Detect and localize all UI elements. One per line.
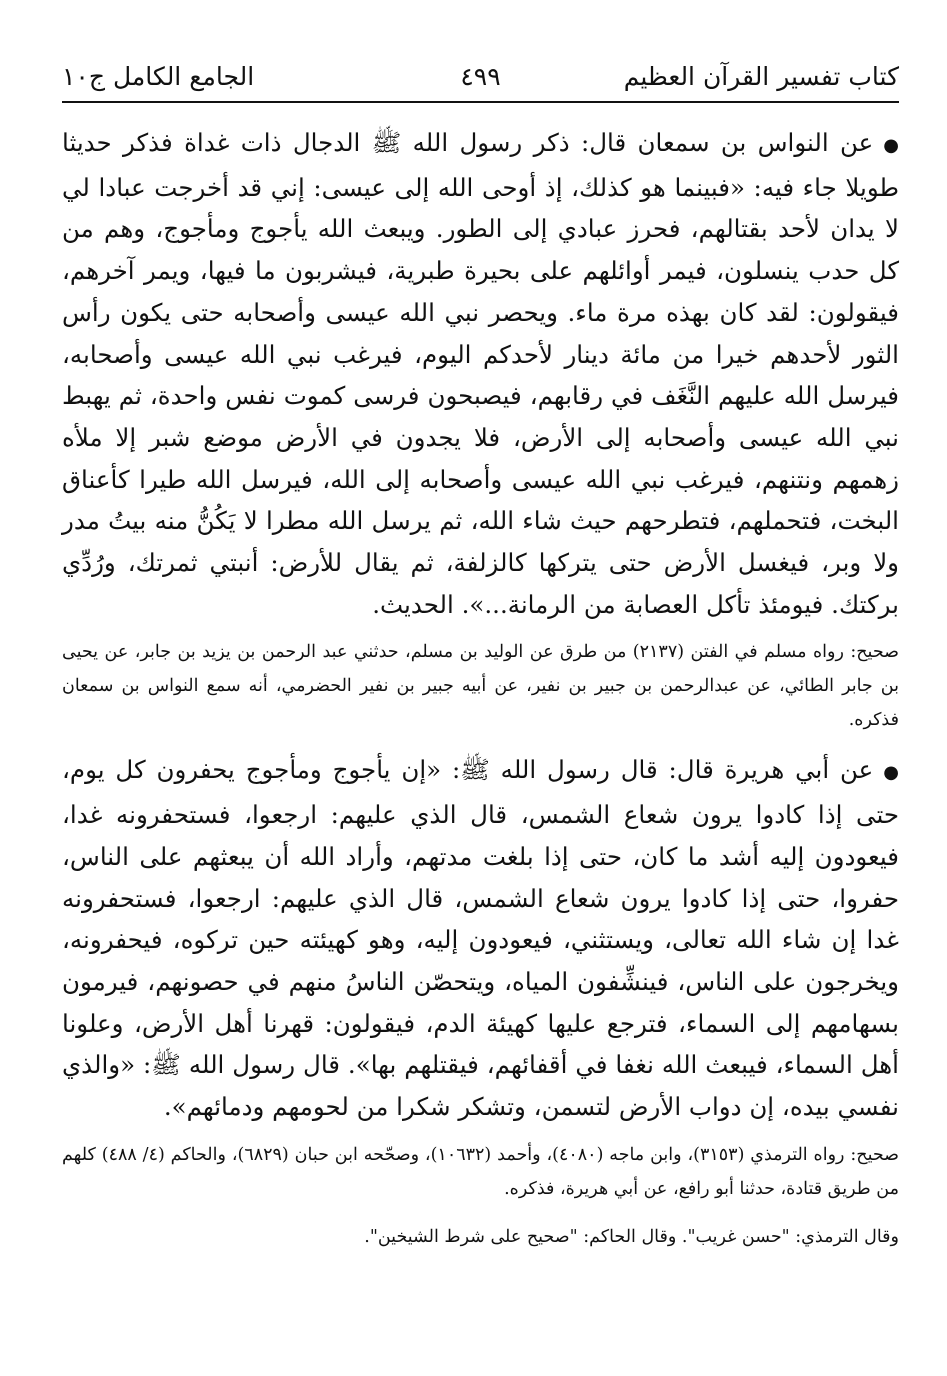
bullet-icon: ● [883, 135, 899, 156]
hadith-paragraph [62, 749, 899, 1127]
book-title: كتاب تفسير القرآن العظيم [623, 62, 899, 91]
page-header [62, 56, 899, 98]
series-title: الجامع الكامل ج١٠ [62, 62, 255, 91]
scholar-note: وقال الترمذي: "حسن غريب". وقال الحاكم: "صحيح على شرط الشيخين". [364, 1226, 899, 1247]
page-number: ٤٩٩ [460, 62, 501, 91]
hadith-grading-note: صحيح: رواه مسلم في الفتن (٢١٣٧) من طرق عن الوليد بن مسلم، حدثني عبد الرحمن بن يزيد بن جابر، عن يحيى بن جابر الطائي، عن عبدالرحمن بن جبير بن نفير، عن أبيه جبير بن نفير الحضرمي، أنه سمع النواس بن سمعان فذكره. [62, 642, 899, 731]
hadith-grading-note: صحيح: رواه الترمذي (٣١٥٣)، وابن ماجه (٤٠٨٠)، وأحمد (١٠٦٣٢)، وصحّحه ابن حبان (٦٨٢٩)، والحاكم (٤/ ٤٨٨) كلهم من طريق قتادة، حدثنا أبو رافع، عن أبي هريرة، فذكره. [62, 1144, 900, 1199]
hadith-text: عن أبي هريرة قال: قال رسول الله ﷺ: «إن يأجوج ومأجوج يحفرون كل يوم، حتى إذا كادوا يرون شعاع الشمس، قال الذي عليهم: ارجعوا، فستحفرونه غدا، فيعودون إليه أشد ما كان، حتى إذا بلغت مدتهم، وأراد الله أن يبعثهم على الناس، حفروا، حتى إذا كادوا يرون شعاع الشمس، قال الذي عليهم: ارجعوا، فستحفرونه غدا إن شاء الله تعالى، ويستثني، فيعودون إليه، وهو كهيئته حين تركوه، فيحفرونه، ويخرجون على الناس، فينشِّفون المياه، ويتحصّن الناسُ منهم في حصونهم، فيرمون بسهامهم إلى السماء، فترجع عليها كهيئة الدم، فيقولون: قهرنا أهل الأرض، وعلونا أهل السماء، فيبعث الله نغفا في أقفائهم، فيقتلهم بها». قال رسول الله ﷺ: «والذي نفسي بيده، إن دواب الأرض لتسمن، وتشكر شكرا من لحومهم ودمائهم». [62, 755, 899, 1122]
header-rule [62, 101, 899, 103]
bullet-icon: ● [883, 762, 899, 784]
page-content [62, 122, 899, 1271]
hadith-text: عن النواس بن سمعان قال: ذكر رسول الله ﷺ الدجال ذات غداة فذكر حديثا طويلا جاء فيه: «فبينما هو كذلك، إذ أوحى الله إلى عيسى: إني قد أخرجت عبادا لي لا يدان لأحد بقتالهم، فحرز عبادي إلى الطور. ويبعث الله يأجوج ومأجوج، وهم من كل حدب ينسلون، فيمر أوائلهم على بحيرة طبرية، فيشربون ما فيها، ويمر آخرهم، فيقولون: لقد كان بهذه مرة ماء. ويحصر نبي الله عيسى وأصحابه حتى يكون رأس الثور لأحدهم خيرا من مائة دينار لأحدكم اليوم، فيرغب نبي الله عيسى وأصحابه، فيرسل الله عليهم النَّغَف في رقابهم، فيصبحون فرسى كموت نفس واحدة، ثم يهبط نبي الله عيسى وأصحابه إلى الأرض، فلا يجدون في الأرض موضع شبر إلا ملأه زهمهم ونتنهم، فيرغب نبي الله عيسى وأصحابه إلى الله، فيرسل الله طيرا كأعناق البخت، فتحملهم، فتطرحهم حيث شاء الله، ثم يرسل الله مطرا لا يَكُنُّ منه بيتُ مدر ولا وبر، فيغسل الأرض حتى يتركها كالزلفة، ثم يقال للأرض: أنبتي ثمرتك، ورُدِّي بركتك. فيومئذ تأكل العصابة من الرمانة...». الحديث. [62, 128, 899, 619]
hadith-paragraph [62, 122, 899, 625]
